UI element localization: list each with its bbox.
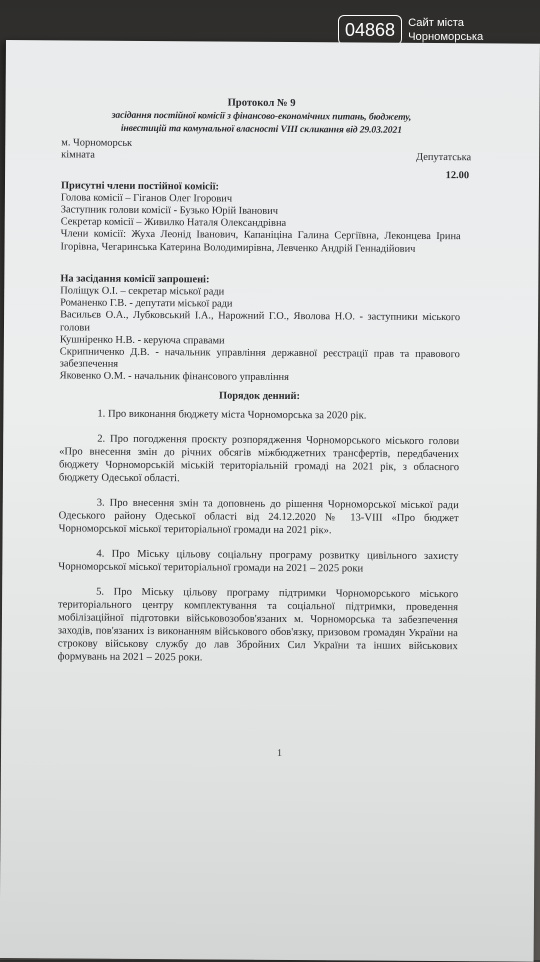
- document-content: [57, 96, 472, 678]
- invited-line: Яковенко О.М. - начальник фінансового управління: [59, 370, 289, 384]
- invited-line: Поліщук О.І. – секретар міської ради: [60, 285, 225, 298]
- protocol-subtitle-line-2: інвестицій та комунальної власності VIII скликання від 29.03.2021: [120, 122, 402, 136]
- agenda-item: 5. Про Міську цільову програму підтримки Чорноморського міського територіального центру комплектування та соціальної підтримки, проведення мобілізаційної підготовки військовозобов'язаних м. Чорноморська та забезпечення заходів, пов'язаних із виконанням військового обов'язку, призовом громадян України на строкову військову службу до лав Збройних Сил України та інших військових формувань на 2021 – 2025 роки.: [57, 586, 459, 664]
- meeting-time: 12.00: [445, 170, 470, 182]
- agenda-list: [58, 407, 460, 666]
- member-line: Заступник голови комісії - Бузько Юрій Іванович: [60, 204, 279, 217]
- members-header: Присутні члени постійної комісії:: [60, 179, 220, 193]
- location-block: [61, 137, 472, 182]
- invited-header: На засідання комісії запрошені:: [60, 273, 210, 286]
- invited-line: Кушніренко Н.В. - керуюча справами: [59, 334, 225, 347]
- room-row: [61, 149, 472, 165]
- room-label: кімната: [61, 149, 95, 161]
- agenda-item: 2. Про погодження проєкту розпорядження Чорноморського міського голови «Про внесення змін до річних обсягів міжбюджетних трансфертів, передбачених бюджету Чорноморській міській територіальній громаді на 2021 рік, з обласного бюджету Одеської області.: [58, 433, 460, 485]
- room-name: Депутатська: [416, 152, 472, 164]
- invited-line: Васильєв О.А., Лубковський І.А., Нарожний Г.О., Яволова Н.О. - заступники міського голови: [59, 309, 461, 334]
- logo-caption-line-1: Сайт міста: [408, 17, 464, 29]
- site-logo[interactable]: [338, 15, 483, 45]
- document-sheet: [0, 40, 540, 962]
- members-block: [61, 180, 462, 256]
- logo-phone-code: 04868: [338, 15, 402, 45]
- agenda-item: 1. Про виконання бюджету міста Чорноморська за 2020 рік.: [97, 408, 367, 422]
- logo-caption-line-2: Чорноморська: [408, 31, 484, 43]
- member-line: Голова комісії – Гіганов Олег Ігорович: [60, 192, 233, 205]
- logo-caption: [408, 16, 483, 44]
- member-line: Секретар комісії – Живилко Наталя Олександрівна: [60, 216, 287, 230]
- agenda-item: 4. Про Міську цільову соціальну програму розвитку цивільного захисту Чорноморської міської територіальної громади на 2021 – 2025 роки: [58, 548, 459, 575]
- protocol-subtitle-line-1: засідання постійної комісії з фінансово-економічних питань, бюджету,: [111, 109, 412, 123]
- invited-line: Романенко Г.В. - депутати міської ради: [60, 297, 233, 310]
- city: м. Чорноморськ: [61, 137, 133, 149]
- agenda-item: 3. Про внесення змін та доповнень до рішення Чорноморської міської ради Одеського району Одеської області від 24.12.2020 № 13-VIII «Про бюджет Чорноморської міської територіальної громади на 2021 рік».: [58, 497, 459, 537]
- invited-block: [60, 273, 461, 386]
- member-line: Члени комісії: Жуха Леонід Іванович, Капаніціна Галина Сергіївна, Леконцева Ірина Ігорівна, Чегаринська Катерина Володимирівна, Левченко Андрій Геннадійович: [60, 228, 461, 255]
- protocol-title: Протокол № 9: [227, 97, 296, 110]
- invited-line: Скрипниченко Д.В. - начальник управління державної реєстрації прав та правового забезпечення: [59, 346, 460, 371]
- page-number: 1: [276, 747, 283, 759]
- agenda-header: Порядок денний:: [218, 390, 301, 402]
